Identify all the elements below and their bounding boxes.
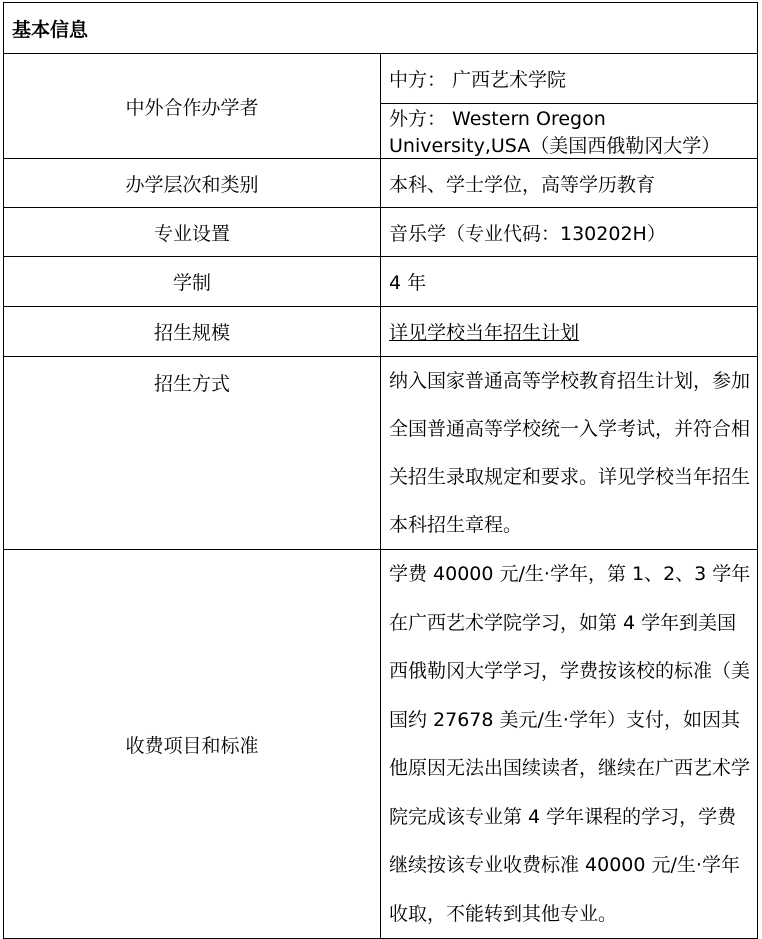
level-value: 本科、学士学位，高等学历教育 [381, 159, 758, 208]
basic-info-table [3, 2, 758, 939]
section-title: 基本信息 [4, 3, 758, 54]
method-label: 招生方式 [4, 357, 381, 550]
scale-value-cell [381, 307, 758, 357]
cooperation-label: 中外合作办学者 [4, 54, 381, 159]
duration-label: 学制 [4, 257, 381, 307]
scale-label: 招生规模 [4, 307, 381, 357]
fees-value: 学费 40000 元/生·学年，第 1、2、3 学年在广西艺术学院学习，如第 4 学年到美国西俄勒冈大学学习，学费按该校的标准（美国约 27678 美元/生·学年）支付，如因其他原因无法出国续读者，继续在广西艺术学院完成该专业第 4 学年课程的学习，学费继续按该专业收费标准 40000 元/生·学年收取，不能转到其他专业。 [381, 550, 758, 939]
major-label: 专业设置 [4, 208, 381, 257]
cooperation-foreign-value: 外方： Western Oregon University,USA（美国西俄勒冈大学） [381, 104, 758, 159]
duration-value: 4 年 [381, 257, 758, 307]
level-label: 办学层次和类别 [4, 159, 381, 208]
method-value: 纳入国家普通高等学校教育招生计划，参加全国普通高等学校统一入学考试，并符合相关招生录取规定和要求。详见学校当年招生本科招生章程。 [381, 357, 758, 550]
fees-label: 收费项目和标准 [4, 550, 381, 939]
major-value: 音乐学（专业代码：130202H） [381, 208, 758, 257]
scale-value-link: 详见学校当年招生计划 [389, 322, 580, 344]
cooperation-china-value: 中方： 广西艺术学院 [381, 54, 758, 104]
